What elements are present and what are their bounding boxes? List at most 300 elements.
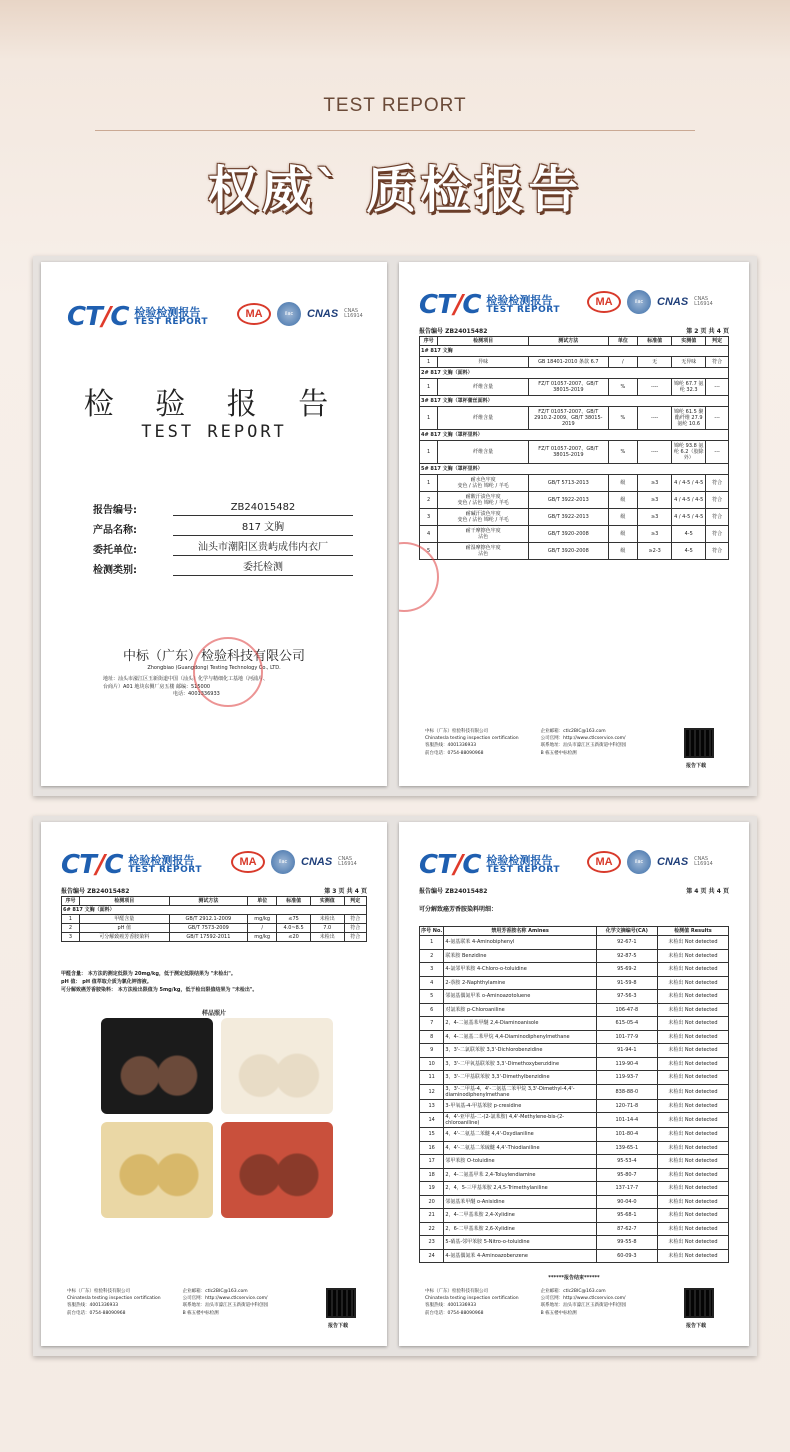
cover-field-key: 报告编号:: [93, 505, 137, 516]
cnas-badge: CNAS: [657, 296, 689, 308]
footer-line: B 栋五楼中标检测: [182, 1310, 219, 1316]
ctc-logo-icon: CT/C: [61, 850, 123, 880]
table-cell: 4-5: [672, 526, 706, 543]
amine-row: [420, 1195, 729, 1209]
section-row: [62, 906, 367, 915]
table-cell: GB/T 5713-2013: [529, 475, 609, 492]
ilac-badge-icon: ilac: [627, 290, 651, 314]
table-cell-part: 耐酸汗渍色牢度: [465, 494, 501, 500]
table-cell: 未检出 Not detected: [657, 1209, 728, 1223]
amine-row: [420, 1071, 729, 1085]
cnas-number: CNAS L16914: [338, 855, 357, 867]
tel-line: 电话：4001336933: [173, 691, 220, 697]
table-cell: 纤维含量: [438, 407, 529, 430]
addr-line-2: 台商片）A01 地块东侧厂房五楼 邮编：515000: [103, 683, 211, 690]
table-cell: 符合: [706, 543, 729, 560]
footer-line: Chinatesla testing inspection certification: [425, 736, 519, 742]
table-cell: 3，3'-二甲基-4，4'-二氨基二苯甲烷 3,3'-Dimethyl-4,4'-diaminodiphenylmethane: [444, 1084, 596, 1099]
amine-row: [420, 1113, 729, 1128]
table-cell: 未检出 Not detected: [657, 1222, 728, 1236]
footer-col-company: [425, 1288, 519, 1317]
table-cell-part: 沾色: [478, 534, 489, 540]
table-cell: ----: [638, 407, 672, 430]
page-footer: [67, 1288, 361, 1317]
table-cell: 91-59-8: [596, 976, 657, 990]
table-cell: 4-氯邻甲苯胺 4-Chloro-o-toluidine: [444, 963, 596, 977]
table-cell: 7.0: [310, 924, 344, 933]
cert-badges: [231, 850, 360, 874]
table-cell: 对氯苯胺 p-Chloroaniline: [444, 1003, 596, 1017]
table-cell: [438, 543, 529, 560]
table-cell: 101-14-4: [596, 1113, 657, 1128]
table-cell: 未检出 Not detected: [657, 1168, 728, 1182]
table-cell: 异味: [438, 357, 529, 368]
cover-field-row: [93, 536, 353, 556]
table-cell: 未检出 Not detected: [657, 1057, 728, 1071]
red-seal-icon: [193, 637, 263, 707]
ilac-badge-icon: ilac: [277, 302, 301, 326]
table-cell: ≥3: [638, 492, 672, 509]
cert-badges: [237, 302, 366, 326]
table-cell: 1: [420, 936, 444, 950]
table-row: [420, 441, 729, 464]
cnas-badge: CNAS: [657, 856, 689, 868]
column-header: 标准值: [638, 337, 672, 346]
section-row: [420, 396, 729, 407]
cover-info: [93, 496, 353, 576]
footer-line: 中标（广东）检验科技有限公司: [425, 1289, 488, 1294]
table-cell: FZ/T 01057-2007、GB/T 38015-2019: [529, 379, 609, 396]
table-cell: 4-氨基偶氮苯 4-Aminoazobenzene: [444, 1249, 596, 1263]
table-cell: 95-68-1: [596, 1209, 657, 1223]
section-label: 5# 817 文胸（罩杯里料）: [420, 464, 729, 475]
table-cell: 5-硝基-邻甲苯胺 5-Nitro-o-toluidine: [444, 1236, 596, 1250]
amine-row: [420, 1003, 729, 1017]
table-cell: 3，3'-二甲基联苯胺 3,3'-Dimethylbenzidine: [444, 1071, 596, 1085]
qr-label: 报告下载: [686, 1323, 707, 1329]
report-end: ******报告结束******: [548, 1275, 600, 1281]
table-cell: 未检出 Not detected: [657, 963, 728, 977]
table-cell: 22: [420, 1222, 444, 1236]
header-big-title: 权威` 质检报告: [207, 161, 583, 219]
table-cell: 符合: [344, 924, 366, 933]
table-cell: [438, 509, 529, 526]
table-cell: 2-萘胺 2-Naphthylamine: [444, 976, 596, 990]
table-cell: GB/T 17592-2011: [169, 933, 247, 942]
table-cell-part: 变色 / 沾色 锦纶 / 羊毛: [457, 500, 509, 506]
table-cell: 8: [420, 1030, 444, 1044]
cover-page: [41, 262, 387, 786]
column-header: 实测值: [672, 337, 706, 346]
table-cell: 未检出 Not detected: [657, 1141, 728, 1155]
page-number: 第 2 页 共 4 页: [686, 328, 729, 335]
column-header: 测试方法: [529, 337, 609, 346]
table-cell: 2: [62, 924, 80, 933]
table-cell: 未检出 Not detected: [657, 1099, 728, 1113]
table-cell: 邻氨基苯甲醚 o-Anisidine: [444, 1195, 596, 1209]
table-cell: 18: [420, 1168, 444, 1182]
table-cell: 4-氨基联苯 4-Aminobiphenyl: [444, 936, 596, 950]
table-cell: 未检出 Not detected: [657, 1113, 728, 1128]
table-cell: 未检出: [310, 915, 344, 924]
table-cell: 未检出 Not detected: [657, 1182, 728, 1196]
cover-field-value: 委托检测: [173, 558, 353, 576]
table-cell: GB/T 3922-2013: [529, 492, 609, 509]
table-cell: 95-53-4: [596, 1155, 657, 1169]
report-page-2: [399, 262, 749, 786]
note-line: pH 值： pH 值萃取介质为氯化钾溶液。: [61, 979, 152, 985]
table-cell: 1: [420, 379, 438, 396]
brand-cn: 检验检测报告: [134, 305, 201, 319]
cnas-badge: CNAS: [301, 856, 333, 868]
table-cell: 3，3'-二甲氧基联苯胺 3,3'-Dimethoxybenzidine: [444, 1057, 596, 1071]
page-meta: [419, 326, 729, 335]
page-meta: [61, 886, 367, 895]
table-cell-part: 耐湿摩擦色牢度: [465, 545, 501, 551]
report-panel-top: [33, 256, 757, 796]
table-cell: 838-88-0: [596, 1084, 657, 1099]
footer-line: B 栋五楼中标检测: [540, 750, 577, 756]
section-label: 6# 817 文胸（面料）: [62, 906, 367, 915]
cnas-badge: CNAS: [307, 308, 339, 320]
table-row: [420, 492, 729, 509]
table-cell: 未检出 Not detected: [657, 1044, 728, 1058]
footer-line: 联系地址：汕头市濠江区玉新街道中科创园: [540, 743, 627, 749]
table-cell: 92-87-5: [596, 949, 657, 963]
table-cell: 139-65-1: [596, 1141, 657, 1155]
table-cell: GB/T 2912.1-2009: [169, 915, 247, 924]
table-cell: 级: [608, 509, 638, 526]
table-cell: 4: [420, 526, 438, 543]
table-row: [62, 933, 367, 942]
cover-subtitle: TEST REPORT: [141, 422, 287, 442]
table-cell: 未检出 Not detected: [657, 1017, 728, 1031]
table-cell: 119-93-7: [596, 1071, 657, 1085]
sample-photo-black: [101, 1018, 213, 1114]
table-cell: 符合: [706, 509, 729, 526]
table-cell: 未检出 Not detected: [657, 949, 728, 963]
photo-label: 样品照片: [201, 1010, 226, 1017]
footer-line: 公司官网：http://www.ctlcservice.com/: [540, 736, 626, 742]
table-cell-part: 变色 / 沾色 锦纶 / 羊毛: [457, 483, 509, 489]
table-row: [420, 543, 729, 560]
table-cell: [438, 475, 529, 492]
ctc-logo-icon: CT/C: [419, 290, 481, 320]
table-cell: 4.0~8.5: [277, 924, 311, 933]
table-row: [420, 509, 729, 526]
report-page-3: [41, 822, 387, 1346]
amine-row: [420, 1030, 729, 1044]
table-header-row: [420, 337, 729, 346]
table-row: [420, 475, 729, 492]
footer-line: B 栋五楼中标检测: [540, 1310, 577, 1316]
table-cell: ---: [706, 407, 729, 430]
footer-line: 企业邮箱：ctlc2BIC@163.com: [540, 1289, 606, 1294]
brand-en: TEST REPORT: [134, 317, 208, 328]
table-cell: 级: [608, 475, 638, 492]
table-cell: GB/T 3920-2008: [529, 543, 609, 560]
table-cell: 87-62-7: [596, 1222, 657, 1236]
table-cell: 4 / 4-5 / 4-5: [672, 475, 706, 492]
cover-field-row: [93, 516, 353, 536]
footer-line: Chinatesla testing inspection certification: [67, 1296, 161, 1302]
table-cell: ≤20: [277, 933, 311, 942]
page-number: 第 3 页 共 4 页: [324, 888, 367, 895]
table-cell: 纤维含量: [438, 441, 529, 464]
table-cell: 7: [420, 1017, 444, 1031]
table-cell: 92-67-1: [596, 936, 657, 950]
table-row: [62, 915, 367, 924]
results-table: [419, 336, 729, 560]
column-header: 化学文摘编号(CA): [596, 927, 657, 936]
table-cell: 未检出 Not detected: [657, 1195, 728, 1209]
ma-badge-icon: MA: [587, 291, 621, 313]
cnas-number: CNAS L16914: [344, 307, 363, 319]
footer-line: 客服热线：4001336933: [425, 743, 477, 749]
table-cell: 101-80-4: [596, 1128, 657, 1142]
table-cell: ≤75: [277, 915, 311, 924]
table-cell: 21: [420, 1209, 444, 1223]
table-cell: 4 / 4-5 / 4-5: [672, 492, 706, 509]
qr-label: 报告下载: [686, 763, 707, 769]
table-cell: 3，3'-二氯联苯胺 3,3'-Dichlorobenzidine: [444, 1044, 596, 1058]
brand-cn: 检验检测报告: [486, 853, 553, 867]
table-cell: 2，4-二甲基苯胺 2,4-Xylidine: [444, 1209, 596, 1223]
report-panel-bottom: [33, 816, 757, 1356]
table-cell: 符合: [706, 357, 729, 368]
sample-photo-yellow: [101, 1122, 213, 1218]
table-cell: 3: [420, 509, 438, 526]
footer-col-company: [425, 728, 519, 757]
footer-line: 企业邮箱：ctlc2BIC@163.com: [182, 1289, 248, 1294]
column-header: 测试方法: [169, 897, 247, 906]
table-cell: 9: [420, 1044, 444, 1058]
table-cell: GB/T 7573-2009: [169, 924, 247, 933]
table-cell: 未检出 Not detected: [657, 1071, 728, 1085]
brand-en: TEST REPORT: [486, 865, 560, 876]
table-cell: 未检出 Not detected: [657, 1155, 728, 1169]
table-cell: 未检出 Not detected: [657, 1249, 728, 1263]
table-cell: 6: [420, 1003, 444, 1017]
note-line: 甲醛含量： 本方法的测定低限为 20mg/kg，低于测定低限结果为 "未检出"。: [61, 971, 236, 977]
results-table: [61, 896, 367, 942]
amine-row: [420, 1099, 729, 1113]
table-cell: 95-80-7: [596, 1168, 657, 1182]
table-cell: 90-04-0: [596, 1195, 657, 1209]
cover-field-value: 汕头市潮阳区贵屿成伟内衣厂: [173, 538, 353, 556]
brand-cn: 检验检测报告: [486, 293, 553, 307]
ilac-badge-icon: ilac: [271, 850, 295, 874]
header-small-title: TEST REPORT: [323, 95, 467, 116]
footer-line: 中标（广东）检验科技有限公司: [67, 1289, 130, 1294]
qr-code-icon: [684, 728, 714, 758]
amine-row: [420, 1249, 729, 1263]
table-cell: 2，4，5-三甲基苯胺 2,4,5-Trimethylaniline: [444, 1182, 596, 1196]
report-number: 报告编号 ZB24015482: [61, 888, 130, 895]
table-cell: 120-71-8: [596, 1099, 657, 1113]
org-name: 中标（广东）检验科技有限公司: [122, 649, 305, 664]
table-header-row: [62, 897, 367, 906]
column-header: 判定: [344, 897, 366, 906]
page-footer: [425, 728, 723, 757]
table-cell: 95-69-2: [596, 963, 657, 977]
cover-field-row: [93, 496, 353, 516]
org-name-en: Zhongbiao (Guangdong) Testing Technology Co., LTD.: [147, 665, 281, 671]
amine-row: [420, 1017, 729, 1031]
footer-col-contact: [183, 1288, 269, 1317]
cover-field-value: 817 文胸: [173, 518, 353, 536]
table-cell: 锦纶 67.7 氨纶 32.3: [672, 379, 706, 396]
table-cell: 615-05-4: [596, 1017, 657, 1031]
amine-row: [420, 963, 729, 977]
table-cell: 1: [420, 357, 438, 368]
amine-row: [420, 990, 729, 1004]
table-cell: %: [608, 379, 638, 396]
cover-title: 检 验 报 告: [83, 387, 345, 422]
section-row: [420, 346, 729, 357]
table-row: [420, 526, 729, 543]
table-row: [420, 379, 729, 396]
table-cell: 级: [608, 492, 638, 509]
table-cell: 4 / 4-5 / 4-5: [672, 509, 706, 526]
cnas-number: CNAS L16914: [694, 295, 713, 307]
cover-field-key: 检测类别:: [93, 565, 137, 576]
table-cell: 2: [420, 492, 438, 509]
table-cell: 无异味: [672, 357, 706, 368]
table-cell: 2: [420, 949, 444, 963]
table-row: [420, 357, 729, 368]
table-cell: 符合: [344, 915, 366, 924]
table-cell: 联苯胺 Benzidine: [444, 949, 596, 963]
amine-row: [420, 1155, 729, 1169]
table-row: [62, 924, 367, 933]
table-cell-part: 变色 / 沾色 锦纶 / 羊毛: [457, 517, 509, 523]
sample-photos: [101, 1018, 335, 1220]
qr-code-icon: [326, 1288, 356, 1318]
footer-col-contact: [541, 1288, 627, 1317]
brand-cn: 检验检测报告: [128, 853, 195, 867]
table-cell: GB/T 3920-2008: [529, 526, 609, 543]
table-cell: 4-5: [672, 543, 706, 560]
brand-logo: [67, 302, 208, 332]
table-cell: 14: [420, 1113, 444, 1128]
table-cell-part: 耐水色牢度: [470, 477, 496, 483]
section-row: [420, 368, 729, 379]
note-line: 可分解致癌芳香胺染料： 本方法检出限值为 5mg/kg，低于检出限值结果为 "未检出"。: [61, 987, 258, 993]
cert-badges: [587, 290, 716, 314]
report-page-4: [399, 822, 749, 1346]
amine-row: [420, 936, 729, 950]
table-cell: 未检出 Not detected: [657, 1003, 728, 1017]
amine-row: [420, 976, 729, 990]
amine-row: [420, 1044, 729, 1058]
table-cell: 2，6-二甲基苯胺 2,6-Xylidine: [444, 1222, 596, 1236]
table-cell: [438, 526, 529, 543]
cover-field-key: 委托单位:: [93, 545, 137, 556]
table-cell: 4: [420, 976, 444, 990]
table-cell: 11: [420, 1071, 444, 1085]
table-cell: 锦纶 93.8 氨纶 6.2（胶除外）: [672, 441, 706, 464]
amine-table: [419, 926, 729, 1263]
footer-line: 联系地址：汕头市濠江区玉新街道中科创园: [540, 1303, 627, 1309]
page-number: 第 4 页 共 4 页: [686, 888, 729, 895]
table-cell: 4，4-二氨基二苯甲烷 4,4-Diaminodiphenylmethane: [444, 1030, 596, 1044]
ilac-badge-icon: ilac: [627, 850, 651, 874]
column-header: 序号 No.: [421, 928, 443, 934]
section-row: [420, 430, 729, 441]
brand-logo: [419, 290, 560, 320]
column-header: 禁用芳香胺名称 Amines: [444, 927, 596, 936]
table-cell: 1: [62, 915, 80, 924]
table-cell: 邻甲苯胺 O-toluidine: [444, 1155, 596, 1169]
table-cell: 未检出 Not detected: [657, 976, 728, 990]
cover-field-row: [93, 556, 353, 576]
table-cell: 符合: [706, 492, 729, 509]
footer-line: 前台电话：0754-88090968: [67, 1310, 126, 1316]
table-cell: %: [608, 441, 638, 464]
footer-line: 中标（广东）检验科技有限公司: [425, 729, 488, 734]
column-header: 单位: [608, 337, 638, 346]
table-cell: 2，4-二氨基苯甲醚 2,4-Diaminoanisole: [444, 1017, 596, 1031]
table-cell: 锦纶 61.5 聚酯纤维 27.9 氨纶 10.6: [672, 407, 706, 430]
amine-intro: 可分解致癌芳香胺染料明细：: [419, 906, 498, 913]
table-cell: 16: [420, 1141, 444, 1155]
table-cell: pH 值: [79, 924, 169, 933]
table-cell: /: [248, 924, 277, 933]
footer-line: 企业邮箱：ctlc2BIC@163.com: [540, 729, 606, 734]
column-header: 序号: [420, 337, 438, 346]
table-cell: 符合: [706, 475, 729, 492]
footer-line: Chinatesla testing inspection certification: [425, 1296, 519, 1302]
page-footer: [425, 1288, 723, 1317]
table-cell: 3: [420, 963, 444, 977]
amine-row: [420, 1209, 729, 1223]
table-cell-part: 耐碱汗渍色牢度: [465, 511, 501, 517]
table-cell: ----: [638, 379, 672, 396]
section-label: 3# 817 文胸（罩杯蕾丝面料）: [420, 396, 729, 407]
qr-label: 报告下载: [328, 1323, 349, 1329]
ma-badge-icon: MA: [237, 303, 271, 325]
ma-badge-icon: MA: [587, 851, 621, 873]
ctc-logo-icon: CT/C: [419, 850, 481, 880]
table-cell: 60-09-3: [596, 1249, 657, 1263]
table-cell: 符合: [706, 526, 729, 543]
table-cell: 5: [420, 543, 438, 560]
footer-line: 前台电话：0754-88090968: [425, 750, 484, 756]
table-cell: 4，4'-二氨基二苯醚 4,4'-Oxydianiline: [444, 1128, 596, 1142]
brand-en: TEST REPORT: [128, 865, 202, 876]
table-cell: FZ/T 01057-2007、GB/T 38015-2019: [529, 441, 609, 464]
table-cell: 119-90-4: [596, 1057, 657, 1071]
table-cell: 1: [420, 441, 438, 464]
amine-row: [420, 1222, 729, 1236]
table-cell: ≥3: [638, 526, 672, 543]
column-header: 检测值 Results: [657, 927, 728, 936]
table-cell: 无: [638, 357, 672, 368]
table-cell: ≥3: [638, 509, 672, 526]
table-cell: 97-56-3: [596, 990, 657, 1004]
table-cell: 106-47-8: [596, 1003, 657, 1017]
table-cell: 3: [62, 933, 80, 942]
table-cell: 5: [420, 990, 444, 1004]
table-header-row: [420, 927, 729, 936]
table-cell: 1: [420, 407, 438, 430]
table-cell: 未检出 Not detected: [657, 990, 728, 1004]
section-label: 1# 817 文胸: [420, 346, 729, 357]
table-cell: 1: [420, 475, 438, 492]
table-cell: 未检出: [310, 933, 344, 942]
table-cell: 未检出 Not detected: [657, 1128, 728, 1142]
